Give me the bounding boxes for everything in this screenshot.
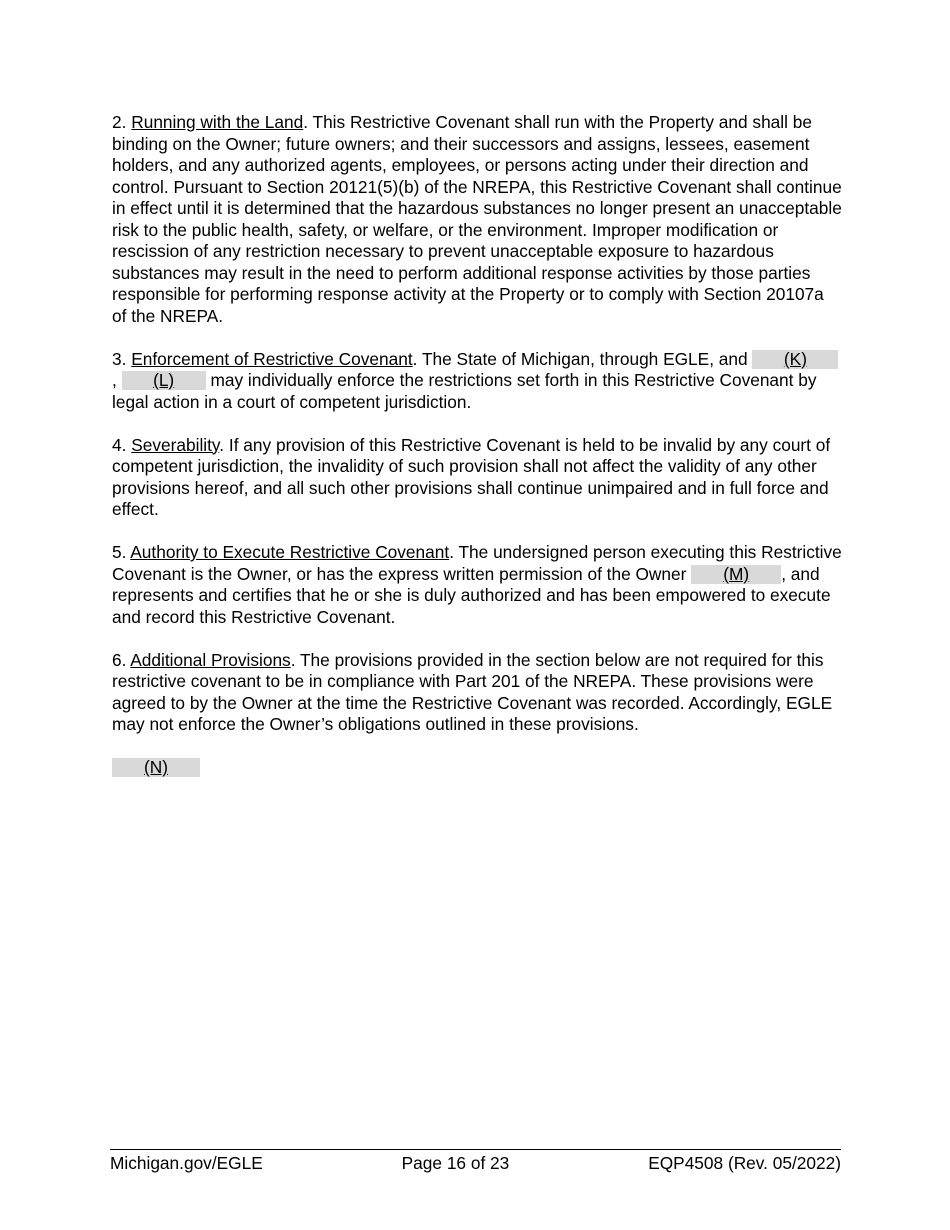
section-heading: Running with the Land xyxy=(131,112,304,132)
field-n-row xyxy=(112,757,842,779)
section-heading: Enforcement of Restrictive Covenant xyxy=(131,348,413,369)
section-additional-provisions: 6. Additional Provisions. The provisions provided in the section below are not required for this restrictive covenant to be in compliance with Part 201 of the NREPA. These provisions were agreed to by the Owner at the time the Restrictive Covenant was recorded. Accordingly, EGLE may not enforce the Owner’s obligations outlined in these provisions. xyxy=(112,649,833,734)
field-l[interactable]: (L) xyxy=(122,371,206,390)
section-authority: 5. Authority to Execute Restrictive Covenant. The undersigned person executing this Restrictive Covenant is the Owner, or has the express written permission of the Owner (M) , and represents and certifies that he or she is duly authorized and has been empowered to execute and record this Restrictive Covenant. xyxy=(112,542,842,627)
section-text: , and represents and certifies that he or she is duly authorized and has been empowered to execute and record this Restrictive Covenant. xyxy=(112,563,831,627)
section-running-with-the-land: 2. Running with the Land. This Restrictive Covenant shall run with the Property and shall be binding on the Owner; future owners; and their successors and assigns, lessees, easement holders, and any authorized agents, employees, or persons acting under their direction and control. Pursuant to Section 20121(5)(b) of the NREPA, this Restrictive Covenant shall continue in effect until it is determined that the hazardous substances no longer present an unacceptable risk to the public health, safety, or welfare, or the environment. Improper modification or rescission of any restriction necessary to prevent unacceptable exposure to hazardous substances may result in the need to perform additional response activities by those parties responsible for performing response activity at the Property or to comply with Section 20107a of the NREPA. xyxy=(112,112,842,326)
section-severability: 4. Severability. If any provision of this Restrictive Covenant is held to be invalid by any court of competent jurisdiction, the invalidity of such provision shall not affect the validity of any other provisions hereof, and all such other provisions shall continue unimpaired and in full force and effect. xyxy=(112,434,831,519)
section-number: 2. xyxy=(112,112,127,132)
field-m[interactable]: (M) xyxy=(691,565,781,584)
field-separator: , xyxy=(112,370,117,390)
section-heading: Authority to Execute Restrictive Covenant xyxy=(130,542,450,562)
section-enforcement: 3. Enforcement of Restrictive Covenant. The State of Michigan, through EGLE, and (K), (L) may individually enforce the restrictions set forth in this Restrictive Covenant by legal action in a court of competent jurisdiction. xyxy=(112,349,842,414)
section-text: The State of Michigan, through EGLE, and xyxy=(421,348,748,369)
footer-form-id: EQP4508 (Rev. 05/2022) xyxy=(648,1153,841,1173)
footer-website: Michigan.gov/EGLE xyxy=(110,1153,263,1173)
section-text: The provisions provided in the section below are not required for this restrictive covenant to be in compliance with Part 201 of the NREPA. These provisions were agreed to by the Owner at the time the Restrictive Covenant was recorded. Accordingly, EGLE may not enforce the Owner’s obligations outlined in these provisions. xyxy=(112,649,833,734)
field-n[interactable]: (N) xyxy=(112,758,200,777)
section-number: 3. xyxy=(112,348,127,369)
section-text: This Restrictive Covenant shall run with the Property and shall be binding on the Owner; future owners; and their successors and assigns, lessees, easement holders, and any authorized agents, employees, or persons acting under their direction and control. Pursuant to Section 20121(5)(b) of the NREPA, this Restrictive Covenant shall continue in effect until it is determined that the hazardous substances no longer present an unacceptable risk to the public health, safety, or welfare, or the environment. Improper modification or rescission of any restriction necessary to prevent unacceptable exposure to hazardous substances may result in the need to perform additional response activities by those parties responsible for performing response activity at the Property or to comply with Section 20107a of the NREPA. xyxy=(112,112,842,326)
section-text: The undersigned person executing this Restrictive Covenant is the Owner, or has the express written permission of the Owner xyxy=(112,542,842,584)
document-body xyxy=(112,112,842,800)
section-text: may individually enforce the restrictions set forth in this Restrictive Covenant by legal action in a court of competent jurisdiction. xyxy=(112,370,817,412)
page-footer xyxy=(110,1149,841,1174)
section-heading: Additional Provisions xyxy=(130,649,291,670)
section-number: 4. xyxy=(112,434,127,455)
section-text: If any provision of this Restrictive Covenant is held to be invalid by any court of competent jurisdiction, the invalidity of such provision shall not affect the validity of any other provisions hereof, and all such other provisions shall continue unimpaired and in full force and effect. xyxy=(112,434,831,519)
section-number: 6. xyxy=(112,649,127,670)
field-k[interactable]: (K) xyxy=(752,350,838,369)
section-heading: Severability xyxy=(131,434,220,455)
section-number: 5. xyxy=(112,542,127,562)
footer-page-number: Page 16 of 23 xyxy=(401,1153,510,1173)
